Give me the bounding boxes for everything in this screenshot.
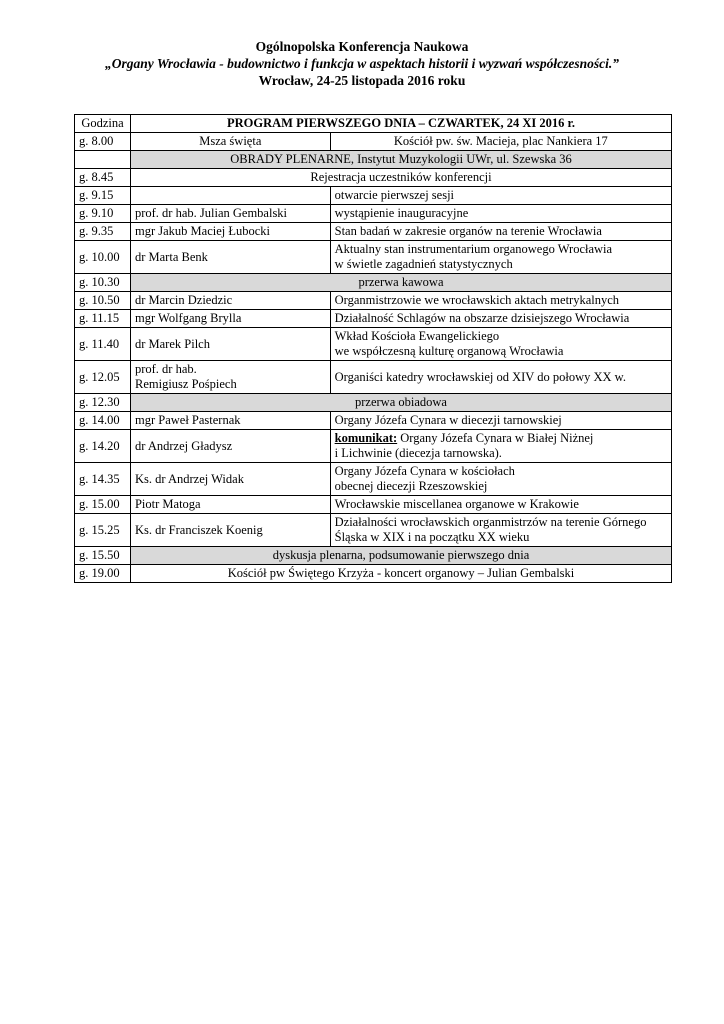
row-speaker: mgr Jakub Maciej Łubocki: [130, 223, 330, 241]
row-time: g. 14.35: [75, 463, 131, 496]
topic-line: Organy Józefa Cynara w kościołach: [334, 464, 515, 478]
row-time: g. 10.50: [75, 292, 131, 310]
table-row-break: [75, 274, 672, 292]
break-label: przerwa obiadowa: [130, 394, 671, 412]
row-topic: wystąpienie inauguracyjne: [330, 205, 671, 223]
header-time: Godzina: [75, 115, 131, 133]
topic-line: Wkład Kościoła Ewangelickiego: [334, 329, 500, 343]
row-time: g. 10.00: [75, 241, 131, 274]
table-row: [75, 187, 672, 205]
topic-text: Organy Józefa Cynara w Białej Niżnej: [397, 431, 594, 445]
topic-line: Śląska w XIX i na początku XX wieku: [334, 530, 530, 544]
row-speaker: mgr Paweł Pasternak: [130, 412, 330, 430]
break-label: przerwa kawowa: [130, 274, 671, 292]
row-topic: [330, 430, 671, 463]
row-topic: Rejestracja uczestników konferencji: [130, 169, 671, 187]
table-row: [75, 430, 672, 463]
row-topic: Organiści katedry wrocławskiej od XIV do połowy XX w.: [330, 361, 671, 394]
row-time: g. 15.25: [75, 514, 131, 547]
row-time: g. 12.05: [75, 361, 131, 394]
row-time: g. 9.35: [75, 223, 131, 241]
row-speaker: dr Marek Pilch: [130, 328, 330, 361]
table-row: [75, 514, 672, 547]
topic-line: obecnej diecezji Rzeszowskiej: [334, 479, 488, 493]
topic-line: w świetle zagadnień statystycznych: [334, 257, 513, 271]
conference-place-date: Wrocław, 24-25 listopada 2016 roku: [258, 73, 466, 88]
row-topic: [330, 241, 671, 274]
row-time: g. 15.50: [75, 547, 131, 565]
row-speaker: [130, 187, 330, 205]
table-row: [75, 292, 672, 310]
row-time: g. 11.40: [75, 328, 131, 361]
table-row-discussion: [75, 547, 672, 565]
row-speaker: Piotr Matoga: [130, 496, 330, 514]
row-time: g. 9.10: [75, 205, 131, 223]
row-time: g. 12.30: [75, 394, 131, 412]
concert-label: Kościół pw Świętego Krzyża - koncert organowy – Julian Gembalski: [130, 565, 671, 583]
row-speaker: Msza święta: [130, 133, 330, 151]
table-row: [75, 496, 672, 514]
row-speaker: Ks. dr Franciszek Koenig: [130, 514, 330, 547]
table-row: [75, 463, 672, 496]
row-topic: [330, 328, 671, 361]
row-topic: Kościół pw. św. Macieja, plac Nankiera 17: [330, 133, 671, 151]
section-heading: OBRADY PLENARNE, Instytut Muzykologii UWr, ul. Szewska 36: [130, 151, 671, 169]
row-time: g. 8.00: [75, 133, 131, 151]
row-time: [75, 151, 131, 169]
program-table: [74, 114, 672, 583]
row-topic: [330, 514, 671, 547]
row-time: g. 10.30: [75, 274, 131, 292]
row-topic: Wrocławskie miscellanea organowe w Krakowie: [330, 496, 671, 514]
table-row-break: [75, 394, 672, 412]
table-row: [75, 169, 672, 187]
table-row: [75, 361, 672, 394]
row-time: g. 15.00: [75, 496, 131, 514]
speaker-line: Remigiusz Pośpiech: [134, 377, 237, 391]
row-topic: otwarcie pierwszej sesji: [330, 187, 671, 205]
table-row: [75, 205, 672, 223]
row-speaker: dr Marcin Dziedzic: [130, 292, 330, 310]
table-row: [75, 565, 672, 583]
row-topic: Stan badań w zakresie organów na terenie Wrocławia: [330, 223, 671, 241]
table-row: [75, 223, 672, 241]
document-header: [0, 38, 724, 89]
header-title: PROGRAM PIERWSZEGO DNIA – CZWARTEK, 24 XI 2016 r.: [130, 115, 671, 133]
row-time: g. 19.00: [75, 565, 131, 583]
table-row: [75, 412, 672, 430]
conference-name: Ogólnopolska Konferencja Naukowa: [255, 39, 469, 54]
row-topic: Działalność Schlagów na obszarze dzisiejszego Wrocławia: [330, 310, 671, 328]
communique-label: komunikat:: [334, 431, 398, 445]
row-time: g. 8.45: [75, 169, 131, 187]
row-time: g. 14.20: [75, 430, 131, 463]
topic-line: Działalności wrocławskich organmistrzów na terenie Górnego: [334, 515, 647, 529]
table-row-section: [75, 151, 672, 169]
discussion-label: dyskusja plenarna, podsumowanie pierwszego dnia: [130, 547, 671, 565]
row-topic: [330, 463, 671, 496]
row-speaker: dr Marta Benk: [130, 241, 330, 274]
row-speaker: dr Andrzej Gładysz: [130, 430, 330, 463]
row-speaker: [130, 361, 330, 394]
topic-line: we współczesną kulturę organową Wrocławia: [334, 344, 564, 358]
table-row: [75, 241, 672, 274]
row-time: g. 9.15: [75, 187, 131, 205]
row-topic: Organmistrzowie we wrocławskich aktach metrykalnych: [330, 292, 671, 310]
conference-title: „Organy Wrocławia - budownictwo i funkcja w aspektach historii i wyzwań współczesności.”: [104, 56, 620, 71]
row-time: g. 11.15: [75, 310, 131, 328]
topic-line: [335, 431, 667, 446]
row-speaker: mgr Wolfgang Brylla: [130, 310, 330, 328]
row-time: g. 14.00: [75, 412, 131, 430]
table-header-row: [75, 115, 672, 133]
table-row: [75, 310, 672, 328]
table-row: [75, 328, 672, 361]
topic-line: i Lichwinie (diecezja tarnowska).: [334, 446, 502, 460]
speaker-line: prof. dr hab.: [134, 362, 197, 376]
row-speaker: Ks. dr Andrzej Widak: [130, 463, 330, 496]
row-topic: Organy Józefa Cynara w diecezji tarnowskiej: [330, 412, 671, 430]
row-speaker: prof. dr hab. Julian Gembalski: [130, 205, 330, 223]
table-row: [75, 133, 672, 151]
topic-line: Aktualny stan instrumentarium organowego Wrocławia: [334, 242, 613, 256]
